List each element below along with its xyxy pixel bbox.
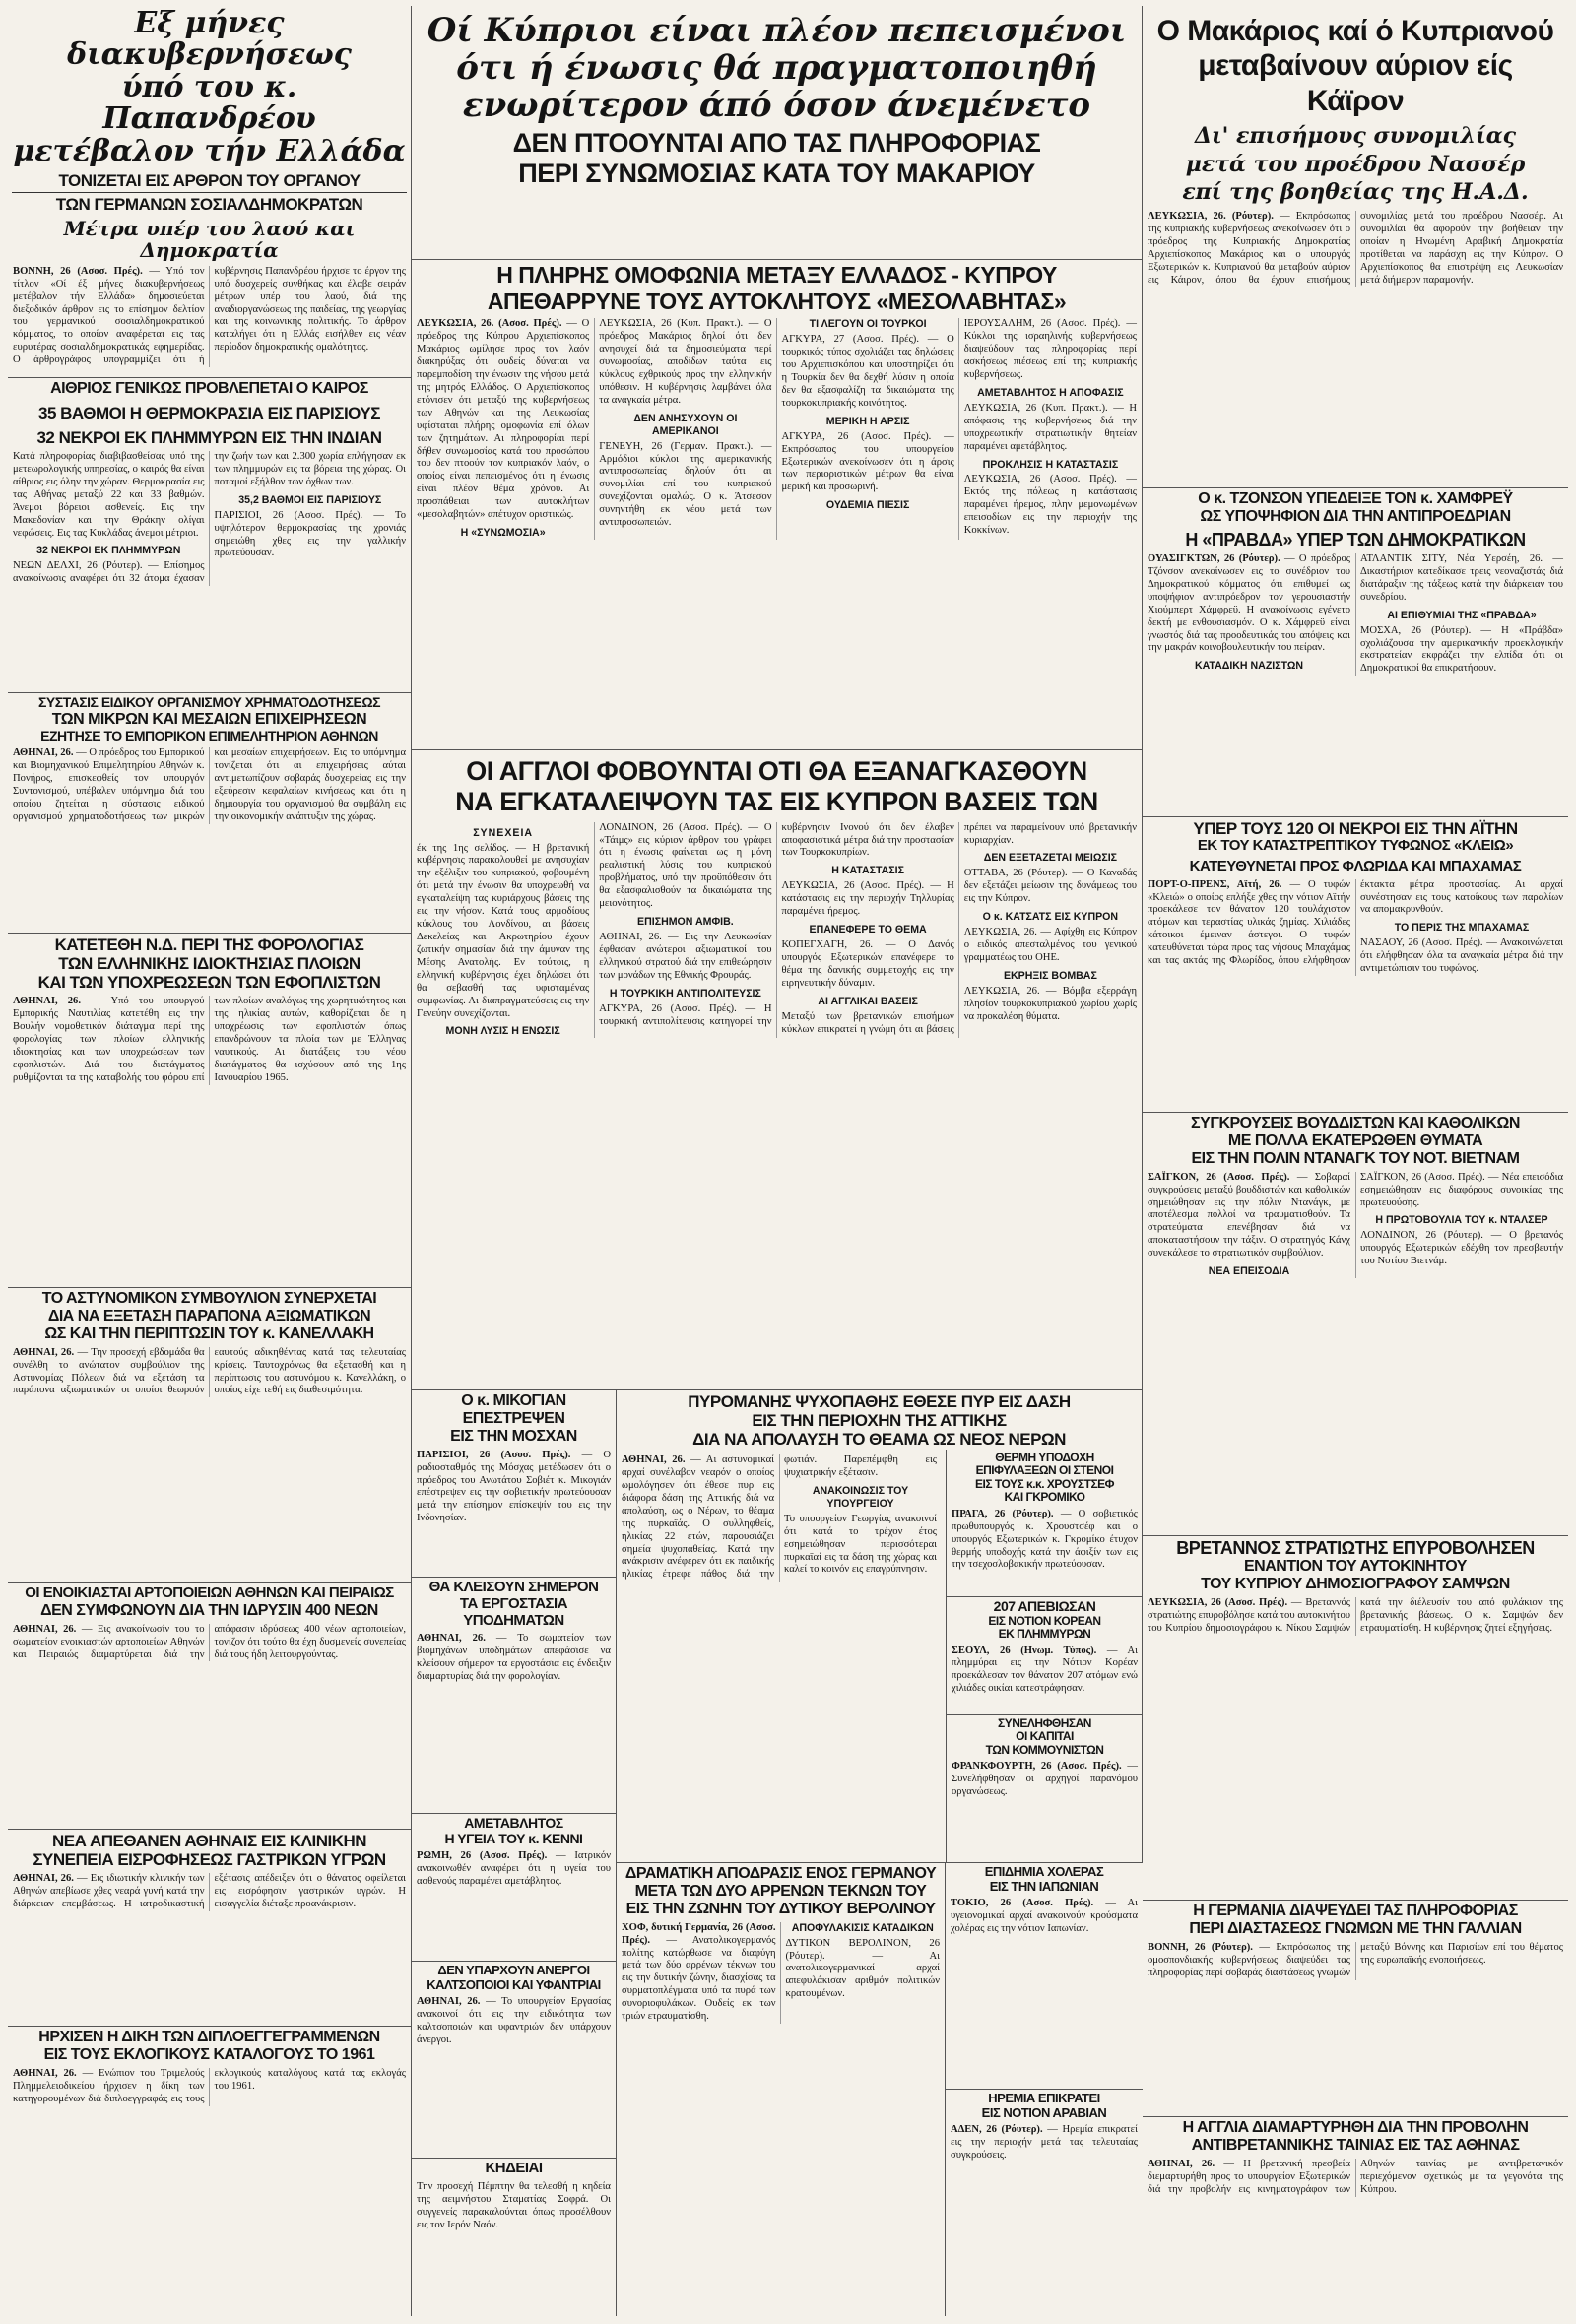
headline: [416, 1580, 612, 1629]
section-subhead: ΑΜΕΤΑΒΛΗΤΟΣ Η ΑΠΟΦΑΣΙΣ: [977, 386, 1124, 399]
section-subhead: ΑΝΑΚΟΙΝΩΣΙΣ ΤΟΥ ΥΠΟΥΡΓΕΙΟΥ: [812, 1484, 909, 1510]
article-text: ΛΟΝΔΙΝΟΝ, 26 (Ρόυτερ). — Ο βρετανός υπουργός Εξωτερικών εδέχθη τον πρεσβευτήν του Νοτίου Βιετνάμ.: [1360, 1230, 1563, 1267]
article-text: — Υπό τον τίτλον «Οί έξ μήνες διακυβερνήσεως μετέβαλον τήν Ελλάδα» δημοσιεύεται διεξοδικόν άρθρον εις το επίσημον δελτίον του γερμανικού σοσιαλδημοκρατικού κόμματος, το οποίον αναφέρεται εις τας ευρυτέρας σοσιαλδημοκρατικάς εφημερίδας. Ο άρθρογράφος υπογραμμίζει ότι ή κυβέρνησις Παπανδρέου ήρχισε το έργον της υπό δυσχερείς συνθήκας και έλαβε σειράν μέτρων υπέρ του λαού, διά της αναδιοργανώσεως της παιδείας, της γεωργίας και της κοινωνικής πολιτικής. Το άρθρον καταλήγει ότι η Ελλάς εισήλθεν εις νέαν περίοδον δημοκρατικής ομαλότητος.: [13, 265, 406, 366]
headline-line: Η ΑΓΓΛΙΑ ΔΙΑΜΑΡΤΥΡΗΘΗ ΔΙΑ ΤΗΝ ΠΡΟΒΟΛΗΝ: [1182, 2119, 1529, 2136]
headline: [12, 1832, 407, 1869]
article-text: — Ανατολικογερμανός πολίτης κατώρθωσε να διαφύγη μετά των δύο αρρένων τέκνων του εις την δυτικήν ζώνην, διασχίσας τα συρματοπλέγματα υπό τα πυρά των συνοριοφυλάκων. Ουδείς εκ των τριών ετραυματίσθη.: [622, 1934, 776, 2023]
article-body: [1148, 553, 1563, 676]
dateline: ΛΕΥΚΩΣΙΑ, 26. (Ρόυτερ).: [1148, 210, 1274, 222]
headline-line: Οί Κύπριοι είναι πλέον πεπεισμένοι: [427, 11, 1127, 50]
article-clinic-death: [8, 1830, 412, 2027]
section-subhead: ΝΕΑ ΕΠΕΙΣΟΔΙΑ: [1208, 1265, 1290, 1278]
dateline: ΑΘΗΝΑΙ, 26.: [13, 2067, 77, 2079]
article-bakeries: [8, 1583, 412, 1830]
article-berlin-escape: [617, 1863, 946, 2316]
dateline: ΠΡΑΓΑ, 26 (Ρόυτερ).: [952, 1508, 1054, 1519]
article-anti-british-film: [1143, 2117, 1568, 2316]
subhead-line: ΤΩΝ ΓΕΡΜΑΝΩΝ ΣΟΣΙΑΛΔΗΜΟΚΡΑΤΩΝ: [12, 192, 407, 214]
article-text: — Το σωματείον των βιομηχάνων υποδημάτων απεφάσισε να κλείσουν σήμερον τα εργοστάσια εις ένδειξιν διαμαρτυρίας διά την φορολογίαν.: [417, 1633, 611, 1683]
article-text: — Ο τυφών «Κλειώ» ο οποίος επλήξε χθες την νότιον Αϊτήν προεκάλεσε τον θάνατον 120 τουλάχιστον ατόμων και τεραστίας υλικάς ζημίας. Χιλιάδες κάτοικοι έμειναν άστεγοι. Ο τυφών κατευθύνεται τώρα προς τας νήσους Μπαχάμας και τας ακτάς της Φλωρίδος, όπου ελήφθησαν έκτακτα μέτρα προστασίας. Αι αρχαί συνέστησαν εις τους κατοίκους των παραλίων να απομακρυνθούν.: [1148, 878, 1563, 967]
headline-line: ΝΕΑ ΑΠΕΘΑΝΕΝ ΑΘΗΝΑΙΣ ΕΙΣ ΚΛΙΝΙΚΗΝ: [51, 1832, 367, 1850]
headline: [12, 695, 407, 743]
article-six-months: [8, 6, 412, 378]
headline: [12, 1585, 407, 1620]
headline-line: ΩΣ ΥΠΟΨΗΦΙΟΝ ΔΙΑ ΤΗΝ ΑΝΤΙΠΡΟΕΔΡΙΑΝ: [1200, 507, 1511, 525]
headline: [1147, 1903, 1564, 1938]
dateline: ΦΡΑΝΚΦΟΥΡΤΗ, 26 (Ασοσ. Πρές).: [952, 1761, 1122, 1773]
article-text: — Ο πρόεδρος του Εμπορικού και Βιομηχανικού Επιμελητηρίου Αθηνών κ. Πονήρος, επισκεφθείς τον υπουργόν Συντονισμού, υπέβαλεν υπόμνημα διά του οποίου ζητείται η σύστασις ειδικού οργανισμού χρηματοδοτήσεως των μικρών και μεσαίων επιχειρήσεων. Εις το υπόμνημα τονίζεται ότι αι επιχειρήσεις αύται αντιμετωπίζουν σοβαράς δυσχερείας εις την εξεύρεσιν κεφαλαίων κινήσεως και ότι η δημιουργία του οργανισμού θα συμβάλη εις την οικονομικήν ανάπτυξιν της χώρας.: [13, 747, 406, 822]
subhead-line: ΠΕΡΙ ΣΥΝΩΜΟΣΙΑΣ ΚΑΤΑ ΤΟΥ ΜΑΚΑΡΙΟΥ: [518, 159, 1035, 189]
article-body: [951, 1898, 1138, 1936]
headline-line: ΟΙ ΑΓΓΛΟΙ ΦΟΒΟΥΝΤΑΙ ΟΤΙ ΘΑ ΕΞΑΝΑΓΚΑΣΘΟΥΝ: [466, 756, 1087, 786]
article-body: [13, 451, 406, 586]
dateline: ΑΘΗΝΑΙ, 26.: [622, 1454, 686, 1466]
headline-line: Η ΓΕΡΜΑΝΙΑ ΔΙΑΨΕΥΔΕΙ ΤΑΣ ΠΛΗΡΟΦΟΡΙΑΣ: [1193, 1903, 1518, 1919]
article-text: — Βρεταννός στρατιώτης επυροβόλησε κατά του αυτοκινήτου του Κυπρίου δημοσιογράφου κ. Νίκου Σαμψών κατά την διέλευσίν του από φυλάκιον της βρετανικής βάσεως. Ο κ. Σαμψών δεν ετραυματίσθη. Η κυβέρνησις ζητεί εξηγήσεις.: [1148, 1596, 1563, 1634]
dateline: ΒΟΝΝΗ, 26 (Ρόυτερ).: [1148, 1941, 1253, 1953]
article-body: [1148, 879, 1563, 976]
article-text: ΑΤΛΑΝΤΙΚ ΣΙΤΥ, Νέα Υερσέη, 26. — Δικαστήριον κατεδίκασε τρεις νεοναζιστάς διά διατάραξιν της τάξεως κατά την διάρκειαν του συνεδρίου.: [1360, 552, 1563, 603]
article-body: [1148, 211, 1563, 288]
article-text: Την προσεχή Πέμπτην θα τελεσθή η κηδεία της αειμνήστου Σταματίας Σοφρά. Οι συγγενείς παρακαλούνται όπως προσέλθουν εις τον Ιερόν Ναόν.: [417, 2180, 611, 2230]
article-mesolavites: [412, 260, 1143, 750]
article-makarios-cairo: [1143, 6, 1568, 488]
headline-line: ΤΟΥ ΚΥΠΡΙΟΥ ΔΗΜΟΣΙΟΓΡΑΦΟΥ ΣΑΜΨΩΝ: [1201, 1576, 1510, 1593]
article-korea: [946, 1597, 1143, 1715]
article-text: — Ιατρικόν ανακοινωθέν αναφέρει ότι η υγεία του ασθενούς παραμένει αμετάβλητος.: [417, 1850, 611, 1888]
headline: [12, 936, 407, 992]
article-germany-france: [1143, 1901, 1568, 2117]
headline-line: ΔΡΑΜΑΤΙΚΗ ΑΠΟΔΡΑΣΙΣ ΕΝΟΣ ΓΕΡΜΑΝΟΥ: [624, 1865, 937, 1882]
article-khrushchev: [946, 1450, 1143, 1597]
headline-line: μετέβαλον τήν Ελλάδα: [13, 133, 406, 168]
dateline: ΑΘΗΝΑΙ, 26.: [13, 1346, 75, 1358]
article-vietnam: [1143, 1113, 1568, 1536]
headline: [951, 1717, 1139, 1757]
article-cleo: [1143, 817, 1568, 1113]
subheadline: [1147, 122, 1564, 207]
headline-line: Η ΠΛΗΡΗΣ ΟΜΟΦΩΝΙΑ ΜΕΤΑΞΥ ΕΛΛΑΔΟΣ - ΚΥΠΡΟΥ: [496, 262, 1057, 288]
article-text: — Ενώπιον του Τριμελούς Πλημμελειοδικείου ήρχισεν η δίκη των κατηγορουμένων διά διπλοεγγραφάς εις τους εκλογικούς καταλόγους κατά τας εκλογάς του 1961.: [13, 2067, 406, 2104]
article-arabia: [946, 2090, 1143, 2316]
headline: [1147, 14, 1564, 118]
headline-line: ΕΚ ΤΟΥ ΚΑΤΑΣΤΡΕΠΤΙΚΟΥ ΤΥΦΩΝΟΣ «ΚΛΕΙΩ»: [1197, 837, 1514, 855]
headline-line: ΒΡΕΤΑΝΝΟΣ ΣΤΡΑΤΙΩΤΗΣ ΕΠΥΡΟΒΟΛΗΣΕΝ: [1176, 1538, 1535, 1558]
headline-line: ΕΠΙΔΗΜΙΑ ΧΟΛΕΡΑΣ: [984, 1864, 1104, 1879]
article-unemployed: [412, 1962, 617, 2159]
subhead-line: μετά του προέδρου Νασσέρ: [1185, 151, 1526, 177]
article-text: ΟΤΤΑΒΑ, 26 (Ρόυτερ). — Ο Καναδάς δεν εξετάζει μείωσιν της δυνάμεως του εις την Κύπρον.: [963, 868, 1137, 905]
dateline: ΑΘΗΝΑΙ, 26.: [417, 1996, 481, 2008]
dateline: ΧΟΦ, δυτική Γερμανία, 26 (Ασοσ. Πρές).: [622, 1921, 776, 1946]
headline-line: ΕΙΣ ΝΟΤΙΟΝ ΚΟΡΕΑΝ: [988, 1613, 1101, 1628]
subhead-line: Δι' επισήμους συνομιλίας: [1194, 123, 1517, 150]
dateline: ΡΩΜΗ, 26 (Ασοσ. Πρές).: [417, 1850, 548, 1862]
headline-line: ΤΩΝ ΕΛΛΗΝΙΚΗΣ ΙΔΙΟΚΤΗΣΙΑΣ ΠΛΟΙΩΝ: [58, 954, 361, 974]
headline-line: ΑΙΘΡΙΟΣ ΓΕΝΙΚΩΣ ΠΡΟΒΛΕΠΕΤΑΙ Ο ΚΑΙΡΟΣ: [50, 380, 368, 397]
section-subhead: ΔΕΝ ΕΞΕΤΑΖΕΤΑΙ ΜΕΙΩΣΙΣ: [983, 852, 1118, 865]
headline-line: ΕΙΣ ΤΗΝ ΙΑΠΩΝΙΑΝ: [989, 1878, 1099, 1894]
article-cholera: [946, 1863, 1143, 2090]
article-body: [13, 1873, 406, 1911]
subhead-line: ΔΕΝ ΠΤΟΟΥΝΤΑΙ ΑΠΟ ΤΑΣ ΠΛΗΡΟΦΟΡΙΑΣ: [512, 128, 1041, 159]
article-text: — Σοβαραί συγκρούσεις μεταξύ βουδδιστών και καθολικών σημειώθησαν εις την πόλιν Ντανάγκ, με αποτέλεσμα πολλοί να τραυματισθούν. Τα στρατεύματα επενέβησαν διά να αποκαταστήσουν την τάξιν. Ο στρατηγός Κάνχ συνεκάλεσε το στρατιωτικόν συμβούλιον.: [1148, 1171, 1350, 1259]
article-text: ΑΘΗΝΑΙ, 26. — Εις την Λευκωσίαν έφθασαν ανώτεροι αξιωματικοί του ελληνικού στρατού διά την επιθεώρησιν των μονάδων της Εθνικής Φρουράς.: [599, 932, 772, 981]
headline-line: ΗΡΧΙΣΕΝ Η ΔΙΚΗ ΤΩΝ ΔΙΠΛΟΕΓΓΕΓΡΑΜΜΕΝΩΝ: [38, 2029, 380, 2045]
article-british-soldier: [1143, 1536, 1568, 1901]
headline-line: ΜΕΤΑ ΤΩΝ ΔΥΟ ΑΡΡΕΝΩΝ ΤΕΚΝΩΝ ΤΟΥ: [634, 1882, 927, 1900]
headline-line: ΣΥΣΤΑΣΙΣ ΕΙΔΙΚΟΥ ΟΡΓΑΝΙΣΜΟΥ ΧΡΗΜΑΤΟΔΟΤΗΣΕΩΣ: [37, 694, 381, 710]
article-text: ΛΕΥΚΩΣΙΑ, 26 (Κυπ. Πρακτ.). — Ο πρόεδρος Μακάριος δηλοί ότι δεν ανησυχεί διά τα δημοσιεύματα περί συνωμοσίας, αποδίδων ταύτα εις κύκλους εχθρικούς προς την ελληνικήν υπόθεσιν. Η κυβέρνησις λαμβάνει όλα τα αναγκαία μέτρα.: [599, 318, 772, 406]
headline-line: ότι ή ένωσις θά πραγματοποιηθή: [456, 48, 1097, 89]
subheadline: [416, 128, 1138, 189]
headline-line: ΔΕΝ ΥΠΑΡΧΟΥΝ ΑΝΕΡΓΟΙ: [437, 1963, 590, 1977]
article-body: [951, 2124, 1138, 2163]
headline: [416, 756, 1138, 818]
article-text: — Αι πλημμύραι εις την Νότιον Κορέαν προεκάλεσαν τον θάνατον 207 ατόμων ενώ χιλιάδες οικίαι κατεστράφησαν.: [952, 1645, 1138, 1695]
headline: [621, 1865, 941, 1918]
dateline: ΑΘΗΝΑΙ, 26.: [1148, 2158, 1215, 2169]
article-body: [13, 2068, 406, 2106]
article-body: [417, 1996, 611, 2047]
headline-line: ΕΙΣ ΤΟΥΣ κ.κ. ΧΡΟΥΣΤΣΕΦ: [974, 1476, 1114, 1491]
dateline: ΠΟΡΤ-Ο-ΠΡΕΝΣ, Αϊτή, 26.: [1148, 878, 1282, 890]
article-weather: [8, 378, 412, 693]
headline: [416, 2161, 612, 2177]
dateline: ΒΟΝΝΗ, 26 (Ασοσ. Πρές).: [13, 265, 143, 277]
subhead-line: ΤΟΝΙΖΕΤΑΙ ΕΙΣ ΑΡΘΡΟΝ ΤΟΥ ΟΡΓΑΝΟΥ: [58, 170, 361, 190]
dateline: ΟΥΑΣΙΓΚΤΩΝ, 26 (Ρόυτερ).: [1148, 552, 1280, 564]
headline: [950, 1865, 1139, 1894]
headline-line: ΔΙΑ ΝΑ ΕΞΕΤΑΣΗ ΠΑΡΑΠΟΝΑ ΑΞΙΩΜΑΤΙΚΩΝ: [47, 1307, 371, 1324]
headline-line: ΘΑ ΚΛΕΙΣΟΥΝ ΣΗΜΕΡΟΝ: [428, 1579, 599, 1595]
article-credit-org: [8, 693, 412, 934]
article-body: [417, 318, 1137, 540]
section-subhead: 32 ΝΕΚΡΟΙ ΕΚ ΠΛΗΜΜΥΡΩΝ: [36, 545, 181, 557]
headline-line: Η ΥΓΕΙΑ ΤΟΥ κ. ΚΕΝΝΙ: [444, 1830, 583, 1846]
article-body: [417, 1450, 611, 1526]
article-body: [13, 1624, 406, 1662]
article-tshombe: [1143, 488, 1568, 817]
section-subhead: Η ΤΟΥΡΚΙΚΗ ΑΝΤΙΠΟΛΙΤΕΥΣΙΣ: [609, 987, 761, 1000]
article-text: ΛΕΥΚΩΣΙΑ, 26. — Αφίχθη εις Κύπρον ο ειδικός απεσταλμένος του γενικού γραμματέως του ΟΗΕ.: [963, 927, 1137, 963]
article-text: ΛΕΥΚΩΣΙΑ, 26. — Βόμβα εξερράγη πλησίον τουρκοκυπριακού χωρίου χωρίς να προκαλέση θύματα.: [963, 985, 1137, 1022]
section-subhead: ΤΟ ΠΕΡΙΣ ΤΗΣ ΜΠΑΧΑΜΑΣ: [1394, 922, 1530, 935]
dateline: ΠΑΡΙΣΙΟΙ, 26 (Ασοσ. Πρές).: [417, 1449, 571, 1460]
headline: [416, 1964, 612, 1992]
dateline: ΣΕΟΥΛ, 26 (Ηνωμ. Τύπος).: [952, 1645, 1097, 1656]
headline-line: ΜΕ ΠΟΛΛΑ ΕΚΑΤΕΡΩΘΕΝ ΘΥΜΑΤΑ: [1227, 1131, 1483, 1149]
article-electoral: [8, 2027, 412, 2316]
section-subhead: Ο κ. ΚΑΤΣΑΤΣ ΕΙΣ ΚΥΠΡΟΝ: [982, 911, 1119, 924]
headline-line: ΚΑΛΤΣΟΠΟΙΟΙ ΚΑΙ ΥΦΑΝΤΡΙΑΙ: [427, 1976, 601, 1992]
article-body: [13, 1347, 406, 1398]
subhead-line: επί της βοηθείας της Η.Α.Δ.: [1182, 179, 1529, 206]
headline-line: 35 ΒΑΘΜΟΙ Η ΘΕΡΜΟΚΡΑΣΙΑ ΕΙΣ ΠΑΡΙΣΙΟΥΣ: [38, 403, 380, 422]
headline-line: ΠΥΡΟΜΑΝΗΣ ΨΥΧΟΠΑΘΗΣ ΕΘΕΣΕ ΠΥΡ ΕΙΣ ΔΑΣΗ: [688, 1392, 1071, 1411]
headline: [1147, 819, 1564, 875]
article-text: — Εκπρόσωπος της κυπριακής κυβερνήσεως ανεκοίνωσεν ότι ο πρόεδρος της Κυπριακής Δημοκρατίας Αρχιεπίσκοπος Μακάριος και ο υπουργός Εξωτερικών κ. Κυπριανού θα μεταβούν αύριον εις Κάιρον, όπου θα έχουν επισήμους συνομιλίας μετά του προέδρου Νασσέρ. Αι συνομιλίαι θα αφορούν την βοήθειαν την οποίαν η Ηνωμένη Αραβική Δημοκρατία προτίθεται να παράσχη εις την Κύπρον. Ο Αρχιεπίσκοπος θα επιστρέψη εις Λευκωσίαν μετά διήμερον παραμονήν.: [1148, 210, 1563, 286]
headline: [951, 1452, 1139, 1505]
headline-line: Ο κ. ΤΖΟΝΣΟΝ ΥΠΕΔΕΙΞΕ ΤΟΝ κ. ΧΑΜΦΡΕΫ: [1198, 490, 1513, 507]
article-body: [13, 747, 406, 824]
section-subhead: ΑΙ ΑΓΓΛΙΚΑΙ ΒΑΣΕΙΣ: [818, 995, 918, 1007]
article-shipping-tax: [8, 934, 412, 1288]
article-text: ΑΓΚΥΡΑ, 27 (Ασοσ. Πρές). — Ο τουρκικός τύπος σχολιάζει τας δηλώσεις του Αρχιεπισκόπου και υποστηρίζει ότι η Τουρκία δεν θα δεχθή λύσιν η οποία δεν θα εξασφαλίζη τα δικαιώματα της τουρκοκυπριακής κοινότητος.: [781, 334, 954, 409]
headline-line: Εξ μήνες διακυβερνήσεως: [67, 6, 352, 73]
section-subhead: ΕΠΑΝΕΦΕΡΕ ΤΟ ΘΕΜΑ: [809, 924, 927, 936]
headline-line: ΔΕΝ ΣΥΜΦΩΝΟΥΝ ΔΙΑ ΤΗΝ ΙΔΡΥΣΙΝ 400 ΝΕΩΝ: [40, 1601, 378, 1619]
article-text: ΑΓΚΥΡΑ, 26 (Ασοσ. Πρές). — Η τουρκική αντιπολίτευσις κατηγορεί την κυβέρνησιν Ινονού ότι δεν έλαβεν αποφασιστικά μέτρα διά την προστασίαν των Τουρκοκυπρίων.: [599, 821, 954, 1027]
article-text: — Ο σοβιετικός πρωθυπουργός κ. Χρουστσέφ και ο υπουργός Εξωτερικών κ. Γκρομίκο έτυχον θερμής υποδοχής κατά την άφιξίν των εις την τσεχοσλοβακικήν πρωτεύουσαν.: [952, 1508, 1138, 1571]
headline-line: ΣΥΓΚΡΟΥΣΕΙΣ ΒΟΥΔΔΙΣΤΩΝ ΚΑΙ ΚΑΘΟΛΙΚΩΝ: [1191, 1115, 1520, 1131]
article-factories: [412, 1578, 617, 1814]
headline-line: ΘΕΡΜΗ ΥΠΟΔΟΧΗ: [995, 1451, 1094, 1464]
dateline: ΑΘΗΝΑΙ, 26.: [13, 996, 81, 1007]
headline: [1147, 2119, 1564, 2155]
headline: [621, 1392, 1138, 1449]
article-body: [622, 1922, 940, 2024]
headline-line: ΕΙΣ ΤΗΝ ΜΟΣΧΑΝ: [450, 1427, 577, 1445]
headline-line: ΕΙΣ ΝΟΤΙΟΝ ΑΡΑΒΙΑΝ: [981, 2104, 1107, 2120]
article-text: — Ο πρόεδρος Τζόνσον ανεκοίνωσεν εις το συνέδριον του Δημοκρατικού κόμματος ότι επιθυμεί ως υποψήφιον αντιπρόεδρον τον γερουσιαστήν Χιούμπερτ Χάμφρεϋ. Η ανακοίνωσις εγένετο δεκτή με ενθουσιασμόν. Ο κ. Χάμφρεϋ είναι γνωστός διά τας προοδευτικάς του απόψεις και την μακράν κοινοβουλευτικήν του πείραν.: [1148, 552, 1350, 654]
article-text: ΛΕΥΚΩΣΙΑ, 26 (Κυπ. Πρακτ.). — Η απόφασις της κυβερνήσεως διά την υποχρεωτικήν στρατιωτικήν θητείαν παραμένει αμετάβλητος.: [963, 402, 1137, 452]
headline: [416, 1392, 612, 1446]
dateline: ΑΘΗΝΑΙ, 26.: [13, 747, 74, 759]
article-text: — Εκπρόσωπος της ομοσπονδιακής κυβερνήσεως διαψεύδει τας πληροφορίας περί σοβαράς διαστάσεως γνωμών μεταξύ Βόννης και Παρισίων επί του θέματος της ευρωπαϊκής ενοποιήσεως.: [1148, 1941, 1563, 1978]
headline-line: ΥΠΕΡ ΤΟΥΣ 120 ΟΙ ΝΕΚΡΟΙ ΕΙΣ ΤΗΝ ΑΪΤΗΝ: [1193, 819, 1518, 838]
article-text: ΓΕΝΕΥΗ, 26 (Γερμαν. Πρακτ.). — Αρμόδιοι κύκλοι της αμερικανικής αντιπροσωπείας δηλούν ότι αι συνομιλίαι επί του κυπριακού συνεχίζονται ομαλώς. Ο κ. Άτσεσον συνηντήθη εκ νέου μετά των αντιπροσωπειών.: [599, 440, 772, 529]
headline-line: ΟΙ ΕΝΟΙΚΙΑΣΤΑΙ ΑΡΤΟΠΟΙΕΙΩΝ ΑΘΗΝΩΝ ΚΑΙ ΠΕΙΡΑΙΩΣ: [25, 1584, 394, 1601]
article-body: [622, 1454, 937, 1582]
headline-line: ΣΥΝΕΛΗΦΘΗΣΑΝ: [998, 1716, 1091, 1730]
article-text: Το υπουργείον Γεωργίας ανακοινοί ότι κατά το τρέχον έτος εσημειώθησαν περισσότεραι πυρκαϊαί εις τα δάση της χώρας και καλεί το κοινόν εις επαγρύπνησιν.: [784, 1513, 937, 1576]
headline-line: ΗΡΕΜΙΑ ΕΠΙΚΡΑΤΕΙ: [988, 2091, 1100, 2105]
article-body: [1148, 2159, 1563, 2197]
article-body: [417, 2181, 611, 2232]
article-text: ΝΑΣΑΟΥ, 26 (Ασοσ. Πρές). — Ανακοινώνεται ότι ελήφθησαν όλα τα αναγκαία μέτρα διά την αντιμετώπισιν του τυφώνος.: [1360, 937, 1563, 975]
dateline: ΑΔΕΝ, 26 (Ρόυτερ).: [951, 2124, 1043, 2136]
article-body: [952, 1509, 1138, 1573]
article-text: ΛΕΥΚΩΣΙΑ, 26 (Ασοσ. Πρές). — Εκτός της πόλεως η κατάστασις παραμένει ήρεμος, πλην μεμονωμένων επεισοδίων εις την περιοχήν της Κοκκίνων.: [963, 474, 1137, 537]
article-cypriots-headline: [412, 6, 1143, 260]
article-text: — Υπό του υπουργού Εμπορικής Ναυτιλίας κατετέθη εις την Βουλήν νομοθετικόν διάταγμα περί της φορολογίας των πλοίων ελληνικής ιδιοκτησίας και των υποχρεώσεων των εφοπλιστών. Διά του διατάγματος ρυθμίζονται τα της καταβολής του φόρου επί των πλοίων αναλόγως της χωρητικότητος και της ηλικίας αυτών, καθορίζεται δε η υποχρέωσις των εφοπλιστών όπως επανδρώνουν τα πλοία των με Έλληνας ναυτικούς. Αι διατάξεις του νέου διατάγματος θα ισχύσουν από της 1ης Ιανουαρίου 1965.: [13, 996, 406, 1083]
article-funerals: [412, 2159, 617, 2316]
section-subhead: ΜΟΝΗ ΛΥΣΙΣ Η ΕΝΩΣΙΣ: [445, 1025, 560, 1038]
headline: [416, 12, 1138, 124]
article-police-council: [8, 1288, 412, 1583]
section-subhead: ΜΕΡΙΚΗ Η ΑΡΣΙΣ: [825, 415, 910, 427]
article-text: — Αι αστυνομικαί αρχαί συνέλαβον νεαρόν ο οποίος ωμολόγησεν ότι έθεσε πυρ εις διάφορα δάση της Αττικής διά να απολαύση, ως ο Νέρων, το θέαμα της πυρκαϊάς. Ο συλληφθείς, ηλικίας 22 ετών, παρουσιάζει σημεία ψυχοπαθείας. Κατά την ανάκρισιν ανέφερεν ότι εκ παιδικής ηλικίας έτρεφε πάθος διά την φωτιάν. Παρεπέμφθη εις ψυχιατρικήν εξέτασιν.: [622, 1454, 937, 1581]
headline-line: Η «ΠΡΑΒΔΑ» ΥΠΕΡ ΤΩΝ ΔΗΜΟΚΡΑΤΙΚΩΝ: [1185, 529, 1526, 549]
section-subhead: ΠΡΟΚΛΗΣΙΣ Η ΚΑΤΑΣΤΑΣΙΣ: [982, 458, 1119, 471]
article-text: ΣΑΪΓΚΟΝ, 26 (Ασοσ. Πρές). — Νέα επεισόδια εσημειώθησαν εις διαφόρους συνοικίας της πρωτευούσης.: [1360, 1171, 1563, 1208]
headline-line: ΩΣ ΚΑΙ ΤΗΝ ΠΕΡΙΠΤΩΣΙΝ ΤΟΥ κ. ΚΑΝΕΛΛΑΚΗ: [44, 1324, 374, 1342]
continued-label: ΣΥΝΕΧΕΙΑ: [473, 826, 534, 839]
section-subhead: ΟΥΔΕΜΙΑ ΠΙΕΣΙΣ: [825, 499, 910, 512]
article-text: — Το υπουργείον Εργασίας ανακοινοί ότι εις την ειδικότητα των καλτσοποιών και υφαντριών δεν υπάρχουν άνεργοι.: [417, 1996, 611, 2045]
dateline: ΛΕΥΚΩΣΙΑ, 26 (Ασοσ. Πρές).: [1148, 1596, 1288, 1608]
article-text: — Ο ραδιοσταθμός της Μόσχας μετέδωσεν ότι ο πρόεδρος του Ανωτάτου Σοβιέτ κ. Μικογιάν επέστρεψεν εις την σοβιετικήν πρωτεύουσαν μετά την επίσημον επίσκεψίν του εις την Ινδονησίαν.: [417, 1449, 611, 1524]
article-text: — Συνελήφθησαν οι αρχηγοί παρανόμου οργανώσεως.: [952, 1761, 1138, 1798]
headline: [1147, 1115, 1564, 1168]
dateline: ΑΘΗΝΑΙ, 26.: [13, 1623, 77, 1635]
section-subhead: 35,2 ΒΑΘΜΟΙ ΕΙΣ ΠΑΡΙΣΙΟΥΣ: [238, 493, 382, 506]
article-text: — Την προσεχή εβδομάδα θα συνέλθη το ανώτατον συμβούλιον της Αστυνομίας Πόλεων διά να εξετάση τα παράπονα αξιωματικών οι οποίοι θεωρούν εαυτούς αδικηθέντας κατά τας τελευταίας κρίσεις. Ταυτοχρόνως θα εξετασθή και η περίπτωσις του αστυνόμου κ. Κανελλάκη, ο οποίος είχε τεθή εις διαθεσιμότητα.: [13, 1346, 406, 1396]
section-subhead: ΑΙ ΕΠΙΘΥΜΙΑΙ ΤΗΣ «ΠΡΑΒΔΑ»: [1387, 609, 1537, 621]
dateline: ΤΟΚΙΟ, 26 (Ασοσ. Πρές).: [951, 1898, 1094, 1909]
dateline: ΑΘΗΝΑΙ, 26.: [417, 1633, 486, 1645]
headline-line: ΚΗΔΕΙΑΙ: [485, 2160, 543, 2176]
article-mikoyan: [412, 1390, 617, 1578]
headline-line: ΤΟ ΑΣΤΥΝΟΜΙΚΟΝ ΣΥΜΒΟΥΛΙΟΝ ΣΥΝΕΡΧΕΤΑΙ: [41, 1290, 377, 1307]
article-text: ΔΥΤΙΚΟΝ ΒΕΡΟΛΙΝΟΝ, 26 (Ρόυτερ). — Αι ανατολικογερμανικαί αρχαί απεφυλάκισαν αριθμόν πολιτικών κρατουμένων.: [785, 1937, 940, 2000]
headline-line: ΝΑ ΕΓΚΑΤΑΛΕΙΨΟΥΝ ΤΑΣ ΕΙΣ ΚΥΠΡΟΝ ΒΑΣΕΙΣ ΤΩΝ: [455, 787, 1098, 817]
headline-line: ΕΠΕΣΤΡΕΨΕΝ: [462, 1409, 565, 1427]
headline: [416, 1816, 612, 1846]
headline-line: ΚΑΤΕΥΘΥΝΕΤΑΙ ΠΡΟΣ ΦΛΩΡΙΔΑ ΚΑΙ ΜΠΑΧΑΜΑΣ: [1189, 857, 1522, 874]
dateline: ΑΘΗΝΑΙ, 26.: [13, 1873, 74, 1885]
article-body: [1148, 1172, 1563, 1278]
article-text: ΛΕΥΚΩΣΙΑ, 26 (Ασοσ. Πρές). — Η κατάστασις εις την περιοχήν Τηλλυρίας παραμένει ήρεμος.: [781, 880, 954, 918]
article-body: [417, 1633, 611, 1684]
article-text: Μεταξύ των βρετανικών επισήμων κύκλων επικρατεί η γνώμη ότι αι βάσεις πρέπει να παραμείνουν υπό βρετανικήν κυριαρχίαν.: [781, 821, 1137, 1035]
dateline: ΣΑΪΓΚΟΝ, 26 (Ασοσ. Πρές).: [1148, 1171, 1290, 1183]
headline: [416, 262, 1138, 314]
headline-line: 32 ΝΕΚΡΟΙ ΕΚ ΠΛΗΜΜΥΡΩΝ ΕΙΣ ΤΗΝ ΙΝΔΙΑΝ: [36, 427, 382, 447]
subheadline: [12, 171, 407, 214]
headline: [12, 380, 407, 447]
article-text: ΜΟΣΧΑ, 26 (Ρόυτερ). — Η «Πράβδα» σχολιάζουσα την αμερικανικήν προεκλογικήν εκστρατείαν εκφράζει την ελπίδα ότι οι Δημοκρατικοί θα επικρατήσουν.: [1360, 624, 1563, 675]
headline-line: ενωρίτερον άπό όσον άνεμένετο: [462, 86, 1091, 126]
headline-line: Ο Μακάριος καί ό Κυπριανού: [1156, 15, 1554, 47]
headline-line: ΣΥΝΕΠΕΙΑ ΕΙΣΡΟΦΗΣΕΩΣ ΓΑΣΤΡΙΚΩΝ ΥΓΡΩΝ: [33, 1850, 386, 1870]
headline-line: ΕΙΣ ΤΟΥΣ ΕΚΛΟΓΙΚΟΥΣ ΚΑΤΑΛΟΓΟΥΣ ΤΟ 1961: [43, 2045, 375, 2063]
article-text: — Ηρεμία επικρατεί εις την περιοχήν μετά τας τελευταίας συγκρούσεις.: [951, 2124, 1138, 2161]
kicker: Μέτρα υπέρ του λαού και Δημοκρατία: [63, 217, 356, 263]
article-body: [417, 822, 1137, 1039]
article-body: [1148, 1942, 1563, 1980]
headline-line: ΔΙΑ ΝΑ ΑΠΟΛΑΥΣΗ ΤΟ ΘΕΑΜΑ ΩΣ ΝΕΟΣ ΝΕΡΩΝ: [692, 1430, 1066, 1450]
headline-line: ύπό του κ. Παπανδρέου: [102, 69, 316, 137]
headline-line: ΠΕΡΙ ΔΙΑΣΤΑΣΕΩΣ ΓΝΩΜΩΝ ΜΕ ΤΗΝ ΓΑΛΛΙΑΝ: [1189, 1919, 1522, 1937]
headline: [12, 1290, 407, 1343]
headline-line: ΚΑΙ ΤΩΝ ΥΠΟΧΡΕΩΣΕΩΝ ΤΩΝ ΕΦΟΠΛΙΣΤΩΝ: [37, 973, 381, 993]
article-text: ΠΑΡΙΣΙΟΙ, 26 (Ασοσ. Πρές). — Το υψηλότερον θερμοκρασίας της χρονιάς σημειώθη χθες εις την γαλλικήν πρωτεύουσαν.: [214, 509, 406, 559]
headline-line: ΑΝΤΙΒΡΕΤΑΝΝΙΚΗΣ ΤΑΙΝΙΑΣ ΕΙΣ ΤΑΣ ΑΘΗΝΑΣ: [1191, 2136, 1520, 2154]
headline: [1147, 1538, 1564, 1593]
article-body: [13, 996, 406, 1084]
article-bases: [412, 750, 1143, 1390]
article-text: — Η βρετανική πρεσβεία διεμαρτυρήθη προς το υπουργείον Εξωτερικών διά την προβολήν εις κινηματογράφον των Αθηνών ταινίας με αντιβρετανικόν περιεχόμενον σχετικώς με τα γεγονότα της Κύπρου.: [1148, 2158, 1563, 2195]
headline: [12, 8, 407, 167]
headline-line: ΕΙΣ ΤΗΝ ΖΩΝΗΝ ΤΟΥ ΔΥΤΙΚΟΥ ΒΕΡΟΛΙΝΟΥ: [625, 1900, 936, 1917]
article-text: έκ της 1ης σελίδος. — Η βρετανική κυβέρνησις παρακολουθεί με ανησυχίαν την εξέλιξιν του κυπριακού, φοβουμένη ότι μετά την ένωσιν θα υποχρεωθή να εγκαταλείψη τας κυριάρχους βάσεις της εις την νήσον. Κατά τους αρμοδίους κύκλους του Λονδίνου, αι βάσεις Δεκελείας και Ακρωτηρίου έχουν ζωτικήν σημασίαν διά την άμυναν της Μέσης Ανατολής. Εν τούτοις, η ελληνική κυβέρνησις έχει δηλώσει ότι θα σεβασθή τας υφισταμένας συμφωνίας. Αι διαπραγματεύσεις εις την Γενεύην συνεχίζονται.: [417, 842, 590, 1019]
article-body: [13, 266, 406, 367]
article-text: ΝΕΩΝ ΔΕΛΧΙ, 26 (Ρόυτερ). — Επίσημος ανακοίνωσις αναφέρει ότι 32 άτομα έχασαν την ζωήν των και 2.300 χωρία επλήγησαν εκ των πλημμυρών εις τα βόρεια της χώρας. Οι ποταμοί εξήλθον των όχθων των.: [13, 450, 406, 585]
section-subhead: ΑΠΟΦΥΛΑΚΙΣΙΣ ΚΑΤΑΔΙΚΩΝ: [791, 1921, 934, 1934]
headline-line: μεταβαίνουν αύριον είς Κάϊρον: [1198, 49, 1513, 117]
article-kapitan: [946, 1715, 1143, 1863]
article-body: [1148, 1597, 1563, 1636]
article-text: ΛΟΝΔΙΝΟΝ, 26 (Ασοσ. Πρές). — Ο «Τάιμς» εις κύριον άρθρον του γράφει ότι η ένωσις φαίνεται ως η μόνη ρεαλιστική λύσις του κυπριακού προβλήματος, υπό την προϋπόθεσιν ότι θα εξασφαλισθούν τα δικαιώματα της μειονότητος.: [599, 821, 772, 910]
headline: [950, 2092, 1139, 2120]
section-subhead: ΕΚΡΗΞΙΣ ΒΟΜΒΑΣ: [1003, 969, 1097, 982]
article-body: [417, 1850, 611, 1889]
headline: [12, 2029, 407, 2064]
headline-line: Ο κ. ΜΙΚΟΓΙΑΝ: [461, 1392, 566, 1409]
article-text: — Αι υγειονομικαί αρχαί ανακοινούν κρούσματα χολέρας εις την νότιον Ιαπωνίαν.: [951, 1898, 1138, 1934]
article-text: — Ο πρόεδρος της Κύπρου Αρχιεπίσκοπος Μακάριος ωμίλησε προς τον λαόν διακηρύξας ότι ουδείς δύναται να παρεμποδίση την ένωσιν της νήσου μετά της μητρός Ελλάδος. Ο Αρχιεπίσκοπος ετόνισεν ότι μεταξύ της κυβερνήσεως των Αθηνών και της Λευκωσίας υφίσταται πλήρης ομοφωνία επί όλων των ζητημάτων. Αι πληροφορίαι περί δήθεν συνωμοσίας κατά του προσώπου του δεν πτοούν τον κυπριακόν λαόν, ο οποίος είναι πεπεισμένος ότι η ένωσις είναι πλέον θέμα χρόνου. Αι προσπάθειαι των αυτοκλήτων «μεσολαβητών» απέτυχον οριστικώς.: [417, 318, 590, 521]
article-text: ΚΟΠΕΓΧΑΓΗ, 26. — Ο Δανός υπουργός Εξωτερικών επανέφερε το θέμα της δανικής συμμετοχής εις την ειρηνευτικήν δύναμιν.: [781, 939, 954, 989]
section-subhead: Η ΚΑΤΑΣΤΑΣΙΣ: [831, 865, 904, 877]
section-subhead: Η «ΣΥΝΩΜΟΣΙΑ»: [460, 527, 546, 540]
section-subhead: ΤΙ ΛΕΓΟΥΝ ΟΙ ΤΟΥΡΚΟΙ: [809, 318, 927, 331]
headline-line: ΤΩΝ ΜΙΚΡΩΝ ΚΑΙ ΜΕΣΑΙΩΝ ΕΠΙΧΕΙΡΗΣΕΩΝ: [51, 710, 367, 728]
article-text: ΙΕΡΟΥΣΑΛΗΜ, 26 (Ασοσ. Πρές). — Κύκλοι της ισραηλινής κυβερνήσεως διαψεύδουν τας πληροφορίας περί ασκήσεως πιέσεως επί της κυπριακής κυβερνήσεως.: [963, 318, 1137, 381]
section-subhead: Η ΠΡΩΤΟΒΟΥΛΙΑ ΤΟΥ κ. ΝΤΑΛΣΕΡ: [1375, 1214, 1548, 1227]
headline: [951, 1599, 1139, 1642]
headline-line: ΕΝΑΝΤΙΟΝ ΤΟΥ ΑΥΤΟΚΙΝΗΤΟΥ: [1244, 1558, 1467, 1576]
article-kennedy: [412, 1814, 617, 1962]
headline: [1147, 490, 1564, 549]
headline-line: ΚΑΤΕΤΕΘΗ Ν.Δ. ΠΕΡΙ ΤΗΣ ΦΟΡΟΛΟΓΙΑΣ: [54, 936, 364, 954]
headline-line: ΤΩΝ ΚΟΜΜΟΥΝΙΣΤΩΝ: [985, 1742, 1104, 1757]
headline-line: ΥΠΟΔΗΜΑΤΩΝ: [463, 1611, 564, 1629]
headline-line: ΕΠΙΦΥΛΑΞΕΩΝ ΟΙ ΣΤΕΝΟΙ: [975, 1463, 1114, 1478]
section-subhead: ΔΕΝ ΑΝΗΣΥΧΟΥΝ ΟΙ ΑΜΕΡΙΚΑΝΟΙ: [633, 412, 738, 437]
headline-line: ΤΑ ΕΡΓΟΣΤΑΣΙΑ: [459, 1594, 568, 1612]
section-subhead: ΕΠΙΣΗΜΟΝ ΑΜΦΙΒ.: [637, 916, 734, 929]
article-text: — Εις ιδιωτικήν κλινικήν των Αθηνών απεβίωσε χθες νεαρά γυνή κατά την διάρκειαν επεμβάσεως. Η ιατροδικαστική εξέτασις απέδειξεν ότι ο θάνατος οφείλεται εις εισρόφησιν γαστρικών υγρών. Η εισαγγελία διέταξε προανάκρισιν.: [13, 1873, 406, 1909]
headline-line: ΚΑΙ ΓΚΡΟΜΙΚΟ: [1004, 1490, 1085, 1505]
headline-line: 207 ΑΠΕΒΙΩΣΑΝ: [993, 1598, 1096, 1614]
headline-line: ΕΙΣ ΤΗΝ ΠΕΡΙΟΧΗΝ ΤΗΣ ΑΤΤΙΚΗΣ: [752, 1411, 1007, 1431]
article-text: ΑΓΚΥΡΑ, 26 (Ασοσ. Πρές). — Εκπρόσωπος του υπουργείου Εξωτερικών ανεκοίνωσεν ότι η άρσις των περιοριστικών μέτρων θα είναι μερική και προσωρινή.: [781, 430, 954, 493]
article-body: [952, 1646, 1138, 1697]
headline-line: ΟΙ ΚΑΠΙΤΑΙ: [1016, 1729, 1074, 1744]
dateline: ΛΕΥΚΩΣΙΑ, 26. (Ασοσ. Πρές).: [417, 318, 562, 330]
headline-line: ΑΠΕΘΑΡΡΥΝΕ ΤΟΥΣ ΑΥΤΟΚΛΗΤΟΥΣ «ΜΕΣΟΛΑΒΗΤΑΣ»: [487, 288, 1067, 314]
headline-line: ΕΙΣ ΤΗΝ ΠΟΛΙΝ ΝΤΑΝΑΓΚ ΤΟΥ ΝΟΤ. ΒΙΕΤΝΑΜ: [1191, 1149, 1520, 1167]
article-body: [952, 1761, 1138, 1799]
section-subhead: ΚΑΤΑΔΙΚΗ ΝΑΖΙΣΤΩΝ: [1194, 660, 1304, 673]
headline-line: ΕΖΗΤΗΣΕ ΤΟ ΕΜΠΟΡΙΚΟΝ ΕΠΙΜΕΛΗΤΗΡΙΟΝ ΑΘΗΝΩΝ: [40, 727, 378, 743]
headline-line: ΕΚ ΠΛΗΜΜΥΡΩΝ: [998, 1627, 1091, 1642]
article-text: Κατά πληροφορίας διαβιβασθείσας υπό της μετεωρολογικής υπηρεσίας, ο καιρός θα είναι αίθριος εις όλην την χώραν. Θερμοκρασία εις τας Αθήνας μεταξύ 22 και 33 βαθμών. Άνεμοι βόρειοι ασθενείς. Εις την Μακεδονίαν και την Θράκην ολίγαι νεφώσεις. Εις τας Κυκλάδας άνεμοι μέτριοι.: [13, 450, 205, 539]
headline-line: ΑΜΕΤΑΒΛΗΤΟΣ: [464, 1815, 563, 1831]
article-text: — Εις ανακοίνωσίν του το σωματείον ενοικιαστών αρτοποιείων Αθηνών και Πειραιώς διαμαρτύρεται διά την απόφασιν ιδρύσεως 400 νέων αρτοποιείων, τονίζον ότι τούτο θα έχη δυσμενείς συνεπείας διά τους ήδη λειτουργούντας.: [13, 1623, 406, 1660]
